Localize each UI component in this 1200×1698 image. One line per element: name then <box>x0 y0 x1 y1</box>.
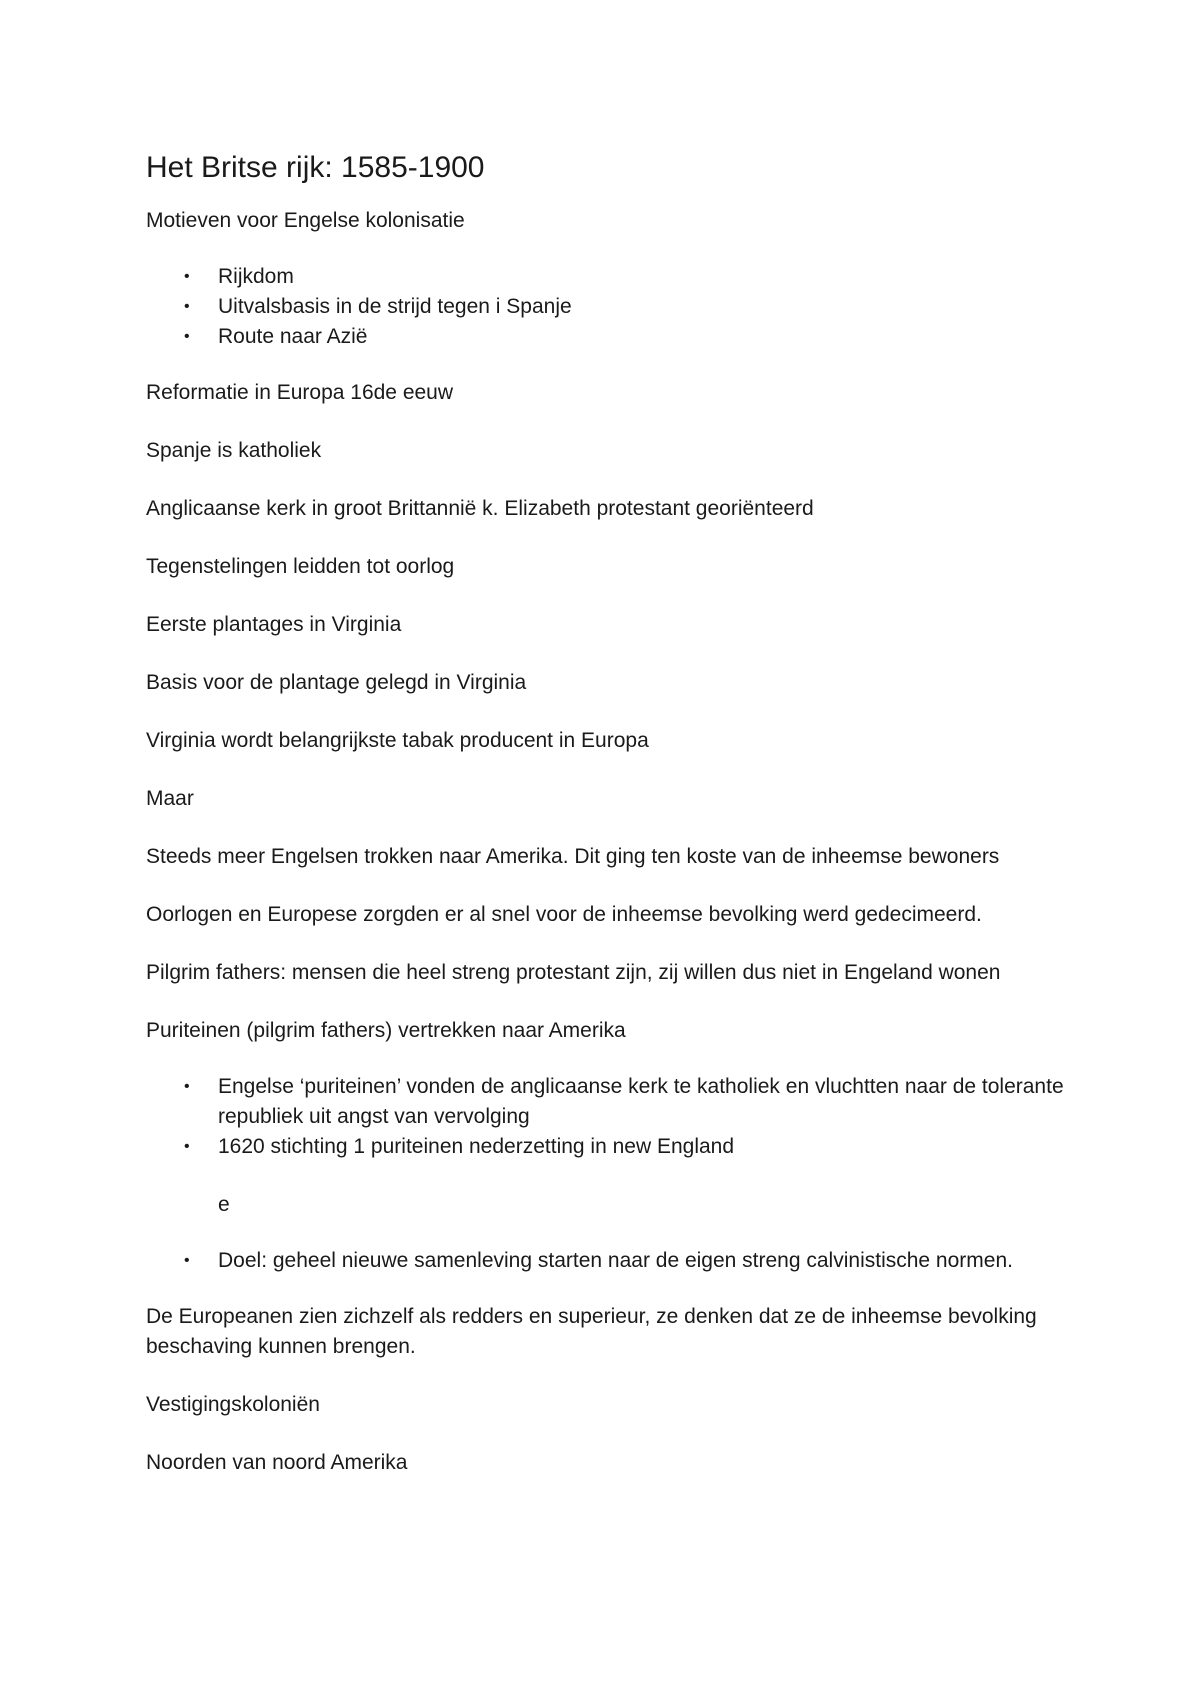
paragraph: Oorlogen en Europese zorgden er al snel voor de inheemse bevolking werd gedecimeerd. <box>146 903 982 926</box>
paragraph: Anglicaanse kerk in groot Brittannië k. Elizabeth protestant georiënteerd <box>146 497 814 520</box>
stray-text: e <box>218 1193 230 1216</box>
list-item: • Uitvalsbasis in de strijd tegen i Spanje <box>146 292 1076 322</box>
paragraph: Pilgrim fathers: mensen die heel streng protestant zijn, zij willen dus niet in Engeland wonen <box>146 961 1001 984</box>
paragraph: Noorden van noord Amerika <box>146 1451 408 1474</box>
paragraph: Virginia wordt belangrijkste tabak producent in Europa <box>146 729 649 752</box>
bullet-icon: • <box>184 298 190 315</box>
paragraph: Reformatie in Europa 16de eeuw <box>146 381 454 404</box>
motives-list <box>146 262 1076 352</box>
bullet-icon: • <box>184 1078 190 1095</box>
document-body <box>146 150 1076 1506</box>
paragraph: Steeds meer Engelsen trokken naar Amerika. Dit ging ten koste van de inheemse bewoners <box>146 845 1000 868</box>
paragraph: Spanje is katholiek <box>146 439 322 462</box>
paragraph: Tegenstelingen leidden tot oorlog <box>146 555 455 578</box>
paragraph: Basis voor de plantage gelegd in Virginia <box>146 671 527 694</box>
list-item: • Route naar Azië <box>146 322 1076 352</box>
page-title: Het Britse rijk: 1585-1900 <box>146 151 485 184</box>
paragraph: De Europeanen zien zichzelf als redders en superieur, ze denken dat ze de inheemse bevolking beschaving kunnen brengen. <box>146 1305 1037 1358</box>
bullet-icon: • <box>184 328 190 345</box>
paragraph: Eerste plantages in Virginia <box>146 613 402 636</box>
list-item: • Engelse ‘puriteinen’ vonden de anglicaanse kerk te katholiek en vluchtten naar de tolerante republiek uit angst van vervolging <box>146 1072 1076 1132</box>
list-item: • Doel: geheel nieuwe samenleving starten naar de eigen streng calvinistische normen. <box>146 1246 1076 1276</box>
bullet-icon: • <box>184 1252 190 1269</box>
goal-list <box>146 1246 1076 1276</box>
list-item: • 1620 stichting 1 puriteinen nederzetting in new England <box>146 1132 1076 1162</box>
bullet-icon: • <box>184 268 190 285</box>
paragraph: Puriteinen (pilgrim fathers) vertrekken naar Amerika <box>146 1019 626 1042</box>
puritan-list <box>146 1072 1076 1162</box>
motives-heading: Motieven voor Engelse kolonisatie <box>146 209 465 232</box>
paragraph: Vestigingskoloniën <box>146 1393 320 1416</box>
list-item: • Rijkdom <box>146 262 1076 292</box>
paragraph: Maar <box>146 787 194 810</box>
bullet-icon: • <box>184 1138 190 1155</box>
